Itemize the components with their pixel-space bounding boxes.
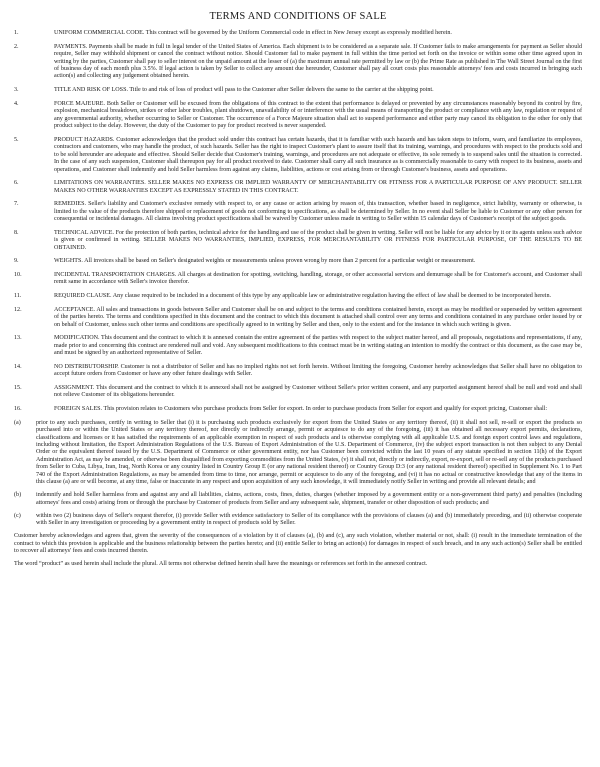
clause-2: [14, 44, 582, 81]
clause-body: [54, 335, 582, 357]
clause-10: [14, 272, 582, 287]
subclause-number: (a): [14, 419, 21, 426]
clause-body: [54, 101, 582, 131]
clause-body: [54, 364, 582, 379]
clause-number: 13.: [14, 335, 22, 342]
clause-5: [14, 137, 582, 174]
clause-heading: WEIGHTS.: [54, 258, 83, 265]
clause-text: Any clause required to be included in a document of this type by any applicable law or administrative regulation having the effect of law shall be deemed to be incorporated herein.: [112, 293, 552, 300]
clause-number: 15.: [14, 384, 22, 391]
clause-1: [14, 30, 582, 37]
clause-heading: PAYMENTS.: [54, 43, 88, 50]
clause-heading: FORCE MAJEURE.: [54, 100, 106, 107]
clause-body: [54, 258, 582, 265]
clause-heading: NO DISTRIBUTORSHIP.: [54, 363, 119, 370]
clause-text: Seller's liability and Customer's exclusive remedy with respect to, or any cause or action arising by reason of, this transaction, whether based in negligence, strict liability, warranty or otherwise, is limited to the value of the products therefore shipped or replacement of goods not conforming to specifications, as shall be determined by Seller. In no event shall Seller be liable to Customer or any other person for consequential or incidental damages. All claims involving product specifications shall be waived by Customer unless made in writing to Seller within 15 calendar days of Customer's receipt of the subject goods.: [54, 201, 582, 223]
clause-number: 7.: [14, 201, 19, 208]
clause-text: Both Seller or Customer will be excused from the obligations of this contract to the extent that performance is delayed or prevented by any circumstances reasonably beyond its control by fire, explosion, mechanical breakdown, strikes or other labor troubles, plant shutdown, unavailability of or interference with the usual means of transporting the product or compliance with any law, regulation or request of any governmental authority, whether occurring to Seller or Customer. The occurrence of a Force Majeure situation shall act to suspend performance and either party may cancel its obligation to the other for only that product subject to the delay. However, the duty of the Customer to pay for product received is never suspended.: [54, 100, 582, 130]
clause-number: 10.: [14, 272, 22, 279]
clause-number: 11.: [14, 293, 22, 300]
subclause-number: (b): [14, 492, 22, 499]
subclause-text: prior to any such purchases, certify in writing to Seller that (i) it is purchasing such products exclusively for export from the United States or any territory thereof, (ii) it shall not sell, re-sell or export the products so purchased into or within the United States or any territory thereof, nor directly or indirectly arrange, permit or acquiesce to do any of the foregoing, (iii) it has obtained all necessary export permits, declarations, classifications and licenses or it has satisfied the requirements of an applicable exemption in respect of such products and is otherwise complying with all applicable U.S. and foreign export control laws and regulations, including without limitation, the Export Administration Regulations of the U.S. Bureau of Export Administration of the U.S. Department of Commerce, (iv) the subject export transaction is not then subject to any Denial Order or the equivalent thereof issued by the U.S. Department of Commerce or other government entity, nor has Customer been convicted within the last 10 years of any statute specified in section 11(h) of the Export Administration Act, as may be amended, or otherwise been disqualified from exporting commodities from the United States, (v) it shall not, directly or indirectly, export, re-export, sell or re-sell any of the products purchased from Seller to Cuba, Libya, Iran, Iraq, North Korea or any country listed in Country Group E (or any national resident thereof) or Country Group D:3 (or any national resident thereof) specified in Supplement No. 1 to Part 740 of the Export Administration Regulations, as may be amended from time to time, nor arrange, permit or acquiesce to do any of the foregoing, and (vi) it has no actual or constructive knowledge that any of the items in this clause (a) are or will become, at any time, false or inaccurate in any respect and upon acquisition of any such knowledge, it will immediately notify Seller in writing and provide all relevant details; and: [36, 419, 582, 486]
clause-text: All invoices shall be based on Seller's designated weights or measurements unless proven wrong by more than 2 percent for a particular weight or measurement.: [84, 258, 476, 265]
clause-text: Customer is not a distributor of Seller and has no implied rights not set forth herein. Without limiting the foregoing, Customer hereby acknowledges that Seller shall have no obligation to accept future orders from Customer or have any other future dealings with Seller.: [54, 363, 582, 378]
footer-note: The word “product” as used herein shall include the plural. All terms not otherwise defined herein shall have the meanings or references set forth in the annexed contract.: [14, 561, 428, 568]
subclause-text: indemnify and hold Seller harmless from and against any and all liabilities, claims, actions, costs, fines, duties, charges (whether imposed by a government entity or a non-government third party) and penalties (including attorneys' fees and costs) arising from or through the purchase by Customer of products from Seller and any subsequent sale, shipment, transfer or other disposition of such products; and: [36, 492, 582, 506]
clause-heading: UNIFORM COMMERCIAL CODE.: [54, 30, 145, 36]
clause-number: 16.: [14, 406, 22, 413]
clause-text: All charges at destination for spotting, switching, handling, storage, or other accessorial services and demurrage shall be for Customer's account, and Customer shall remit same in accordance with Seller's invoice therefor.: [54, 272, 582, 286]
clause-body: [54, 137, 582, 174]
clause-heading: REMEDIES.: [54, 201, 86, 208]
clause-number: 9.: [14, 258, 19, 265]
closing-paragraph: Customer hereby acknowledges and agrees that, given the severity of the consequences of a violation by it of clauses (a), (b) and (c), any such violation, whether material or not, shall: (i) result in the immediate termination of the contract to which this provision is applicable and the business relationship between the parties hereto; and (ii) entitle Seller to bring an action(s) for damages in respect of such breach, and in any such action(s) Seller shall be entitled to recover all attorneys' fees and costs incurred therein.: [14, 533, 582, 555]
clause-number: 6.: [14, 180, 19, 187]
clause-number: 5.: [14, 136, 19, 143]
document-title: TERMS AND CONDITIONS OF SALE: [209, 11, 387, 22]
clause-number: 3.: [14, 87, 19, 94]
clause-text: This contract will be governed by the Uniform Commercial code in effect in New Jersey except as expressly modified herein.: [145, 30, 452, 36]
subclause-text: within two (2) business days of Seller's request therefor, (i) provide Seller with evidence satisfactory to Seller of its compliance with the provisions of clauses (a) and (b) immediately preceding, and (ii) otherwise cooperate with Seller in any investigation or proceeding by a government entity in respect of products sold by Seller.: [36, 512, 582, 527]
clause-3: [14, 87, 582, 94]
clause-11: [14, 293, 582, 300]
clause-body: [54, 307, 582, 329]
clause-4: [14, 101, 582, 131]
clause-heading: PRODUCT HAZARDS.: [54, 136, 115, 143]
clause-heading: ACCEPTANCE.: [54, 306, 95, 313]
clause-body: [54, 87, 582, 94]
clause-text: This document and the contract to which it is annexed contain the entire agreement of the parties with respect to the subject matter hereof, and all proposals, negotiations and representations, if any, made prior to and concerning this contract are rendered null and void. Any subsequent modifications to this contract must be in writing stating an intention to modify the contract or this document, as the case may be, and must be signed by an authorized representative of Seller.: [54, 335, 582, 357]
clause-body: [54, 406, 582, 413]
clause-text: Customer acknowledges that the product sold under this contract has certain hazards, that it is familiar with such hazards and has taken steps to inform, warn, and familiarize its employees, contractors and customers, who may handle the product, of such hazards. Seller has the right to inspect Customer's plant to assure itself that its training, warnings, and procedures with respect to the products sold and to be sold hereunder are adequate and effective. Should Seller decide that Customer's training, warnings, and procedures are not adequate or effective, its sole remedy is to suspend sales until the situation is corrected. In the case of any such suspension, Customer shall thereupon pay for all product received to date. Customer shall carry all such insurance as is commercially reasonable to carry with respect to its business, assets and operations, and Customer shall indemnify and hold Seller harmless from against any claims, liabilities, actions or cost arising from or through Customer's business, assets and operations.: [54, 136, 582, 173]
clause-14: [14, 364, 582, 379]
clause-body: [54, 385, 582, 400]
clause-number: 14.: [14, 363, 22, 370]
clause-number: 12.: [14, 306, 22, 313]
subclause-number: (c): [14, 512, 21, 519]
clause-body: [54, 30, 582, 37]
clause-heading: REQUIRED CLAUSE.: [54, 293, 112, 300]
clause-text: This document and the contract to which it is annexed shall not be assigned by Customer without Seller's prior written consent, and any purported assignment hereof shall be null and void and shall not relieve Customer of its obligations hereunder.: [54, 384, 583, 399]
clause-text: This provision relates to Customers who purchase products from Seller for export. In order to purchase products from Seller for export and qualify for export pricing, Customer shall:: [103, 406, 548, 413]
clause-text: SELLER MAKES NO EXPRESS OR IMPLIED WARRANTY OF MERCHANTABILITY OR FITNESS FOR A PARTICULAR PURPOSE OF ANY PRODUCT. SELLER MAKES NO OTHER WARRANTIES EXCEPT AS EXPRESSLY STATED IN THIS CONTRACT.: [54, 180, 582, 194]
clause-15: [14, 385, 582, 400]
clause-body: [54, 230, 582, 252]
clause-number: 4.: [14, 100, 19, 107]
clause-8: [14, 230, 582, 252]
clause-heading: TECHNICAL ADVICE.: [54, 229, 115, 236]
clause-heading: LIMITATIONS ON WARRANTIES.: [54, 180, 146, 187]
clause-body: [54, 272, 582, 287]
subclause-a: [14, 420, 582, 487]
clause-number: 8.: [14, 229, 19, 236]
clause-number: 1.: [14, 30, 19, 36]
clause-16: [14, 406, 582, 413]
clause-text: For the protection of both parties, technical advice for the handling and use of the product shall be given in writing. Seller will not be liable for any advice by it or its agents unless such advice is given or confirmed in writing. SELLER MAKES NO WARRANTIES, IMPLIED, EXPRESS, FOR MERCHANTABILITY OR FITNESS FOR PARTICULAR PURPOSE, OF THE RESULTS TO BE OBTAINED.: [54, 229, 582, 251]
clause-text: Payments shall be made in full in legal tender of the United States of America. Each shipment is to be considered as a separate sale. If Customer fails to make arrangements for payment as Seller should require, Seller may withhold shipment or cancel the contract without notice. Should Customer fail to make payment in full within the time period set forth on the invoice or within some other time agreed upon in writing by the parties, Customer shall pay to seller interest on the unpaid amount at the lesser of (a) the maximum annual rate permitted by law or (b) the Prime Rate as published in The Wall Street Journal on the first of business day of each month plus 3.5%. If legal action is taken by Seller to collect any amount due hereunder, Customer shall pay all court costs plus reasonable attorneys' fees and costs incurred in bringing such action(s) and collecting any judgement obtained herein.: [54, 43, 582, 80]
clause-9: [14, 258, 582, 265]
clause-13: [14, 335, 582, 357]
clause-text: Title to and risk of loss of product will pass to the Customer after Seller delivers the same to the carrier at the shipping point.: [129, 87, 434, 94]
clause-heading: TITLE AND RISK OF LOSS.: [54, 87, 128, 94]
clause-heading: INCIDENTAL TRANSPORTATION CHARGES.: [54, 272, 177, 279]
clause-heading: FOREIGN SALES.: [54, 406, 103, 413]
subclause-b: [14, 492, 582, 507]
clause-heading: ASSIGNMENT.: [54, 384, 95, 391]
subclause-c: [14, 513, 582, 528]
clause-7: [14, 201, 582, 223]
clause-body: [54, 180, 582, 195]
clause-text: All sales and transactions in goods between Seller and Customer shall be on and subject to the terms and conditions contained herein, except as may be modified or superseded by written agreement of the parties hereto. The terms and conditions specified in this document and the contract to which this document is attached shall control over any terms and conditions contained in any purchase order issued by or on behalf of Customer, unless such other terms and conditions are specifically agreed to in writing by Seller and then, only to the extent and for the instance in which such writing is given.: [54, 306, 582, 328]
clause-body: [54, 293, 582, 300]
clause-body: [54, 201, 582, 223]
clause-6: [14, 180, 582, 195]
clause-12: [14, 307, 582, 329]
clause-body: [54, 44, 582, 81]
clause-heading: MODIFICATION.: [54, 335, 100, 342]
clause-number: 2.: [14, 43, 19, 50]
